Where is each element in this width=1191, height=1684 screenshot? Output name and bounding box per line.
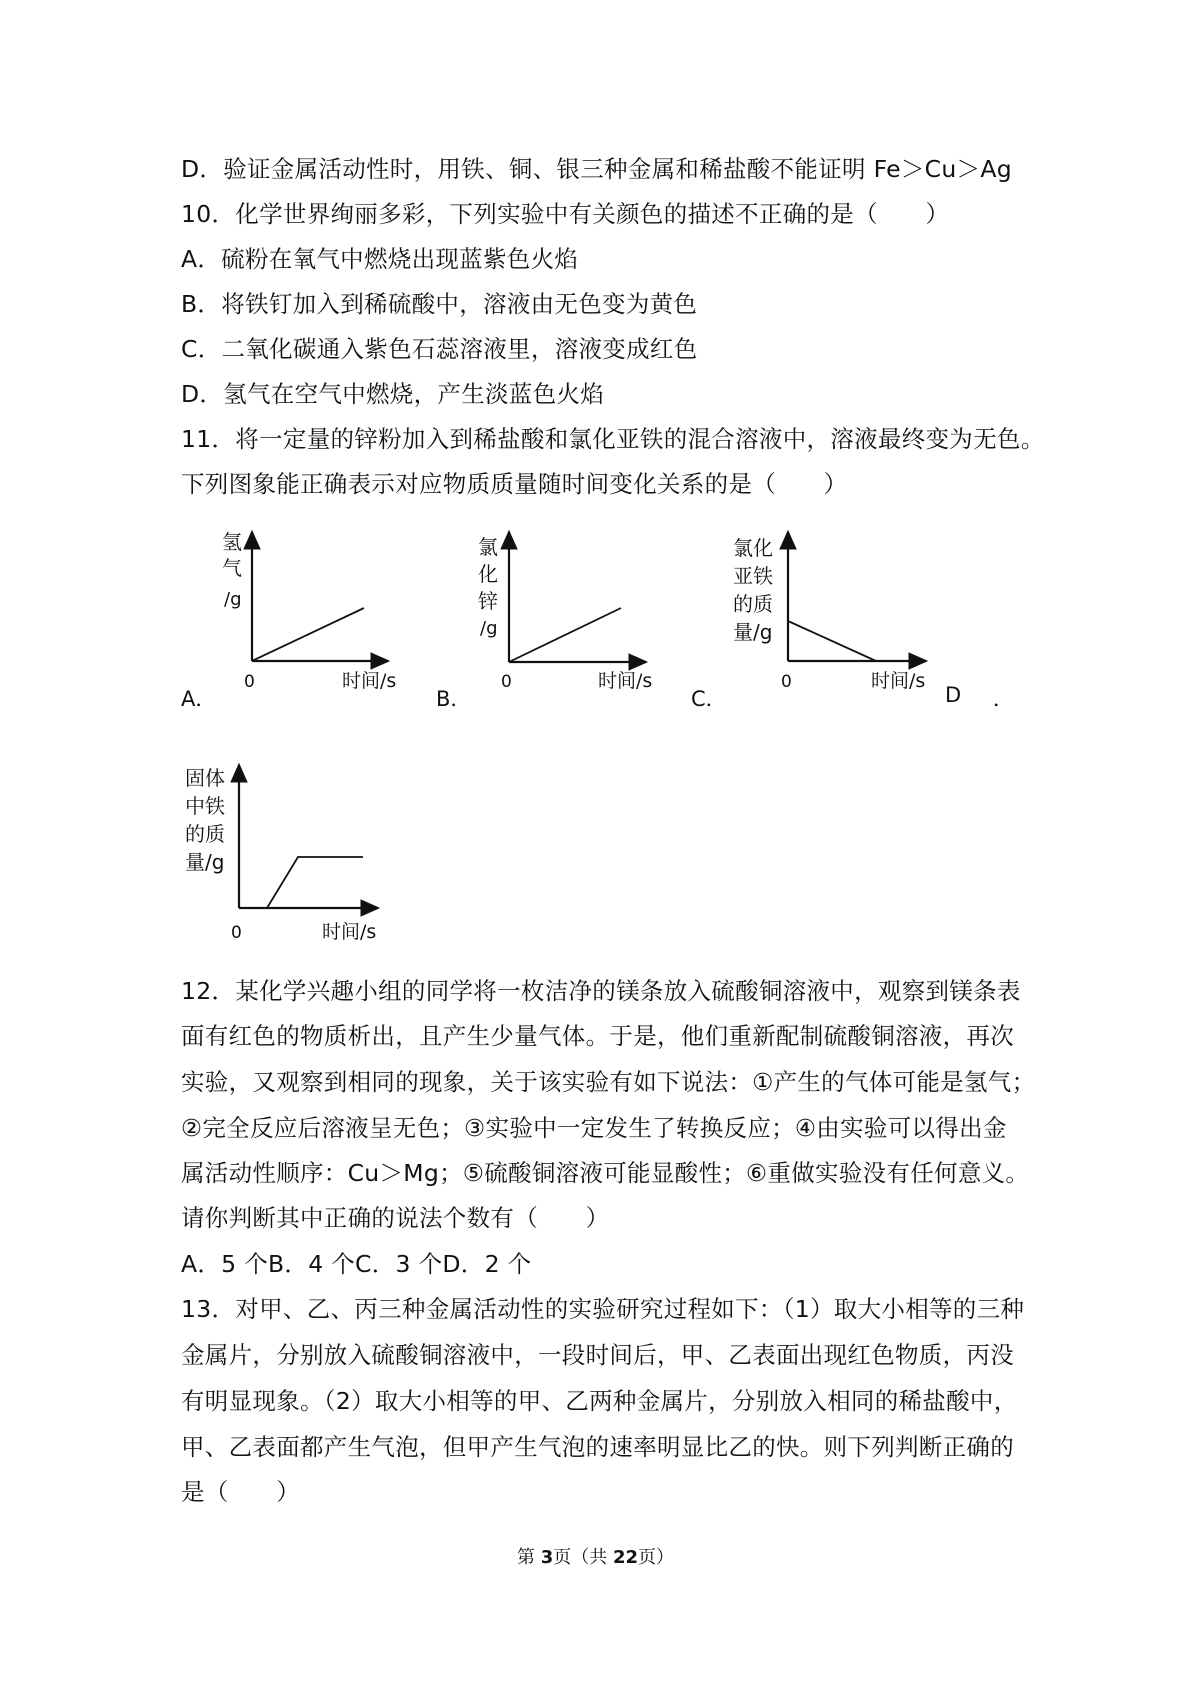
graph-a — [214, 525, 404, 700]
question-12-options: A．5 个B．4 个C．3 个D．2 个 — [181, 1250, 532, 1278]
graph-d-ylabel-4: 量/g — [185, 850, 225, 874]
footer-post: 页） — [638, 1547, 675, 1568]
question-13: 13．对甲、乙、丙三种金属活动性的实验研究过程如下：（1）取大小相等的三种 — [181, 1295, 1025, 1323]
graph-d-origin: 0 — [231, 923, 242, 943]
graph-b-ylabel-4: /g — [480, 618, 498, 639]
question-12: 12．某化学兴趣小组的同学将一枚洁净的镁条放入硫酸铜溶液中，观察到镁条表 — [181, 977, 1021, 1005]
graph-c-series-line — [788, 621, 876, 661]
graph-b-ylabel-3: 锌 — [478, 589, 498, 613]
text-line: ②完全反应后溶液呈无色；③实验中一定发生了转换反应；④由实验可以得出金 — [181, 1114, 1007, 1142]
graph-a-ylabel-3: /g — [224, 589, 242, 610]
graph-a-label: A． — [181, 687, 217, 711]
question-11-cont: 下列图象能正确表示对应物质质量随时间变化关系的是（ ） — [181, 470, 848, 498]
graph-c-ylabel-2: 亚铁 — [733, 564, 773, 588]
graph-d-dot: ． — [993, 687, 1014, 711]
graph-d-label: D — [945, 683, 962, 707]
graph-c-label: C． — [691, 687, 727, 711]
graph-a-ylabel-1: 氢 — [222, 530, 242, 554]
graph-c-origin: 0 — [781, 672, 792, 692]
graph-b-origin: 0 — [501, 672, 512, 692]
graph-a-series-line — [252, 608, 364, 661]
option-d: D．氢气在空气中燃烧，产生淡蓝色火焰 — [181, 380, 604, 408]
graph-d-ylabel-1: 固体 — [185, 766, 225, 790]
option-c: C．二氧化碳通入紫色石蕊溶液里，溶液变成红色 — [181, 335, 698, 363]
graph-b-label: B． — [436, 687, 472, 711]
graph-b-xlabel: 时间/s — [598, 670, 653, 692]
graph-c — [728, 525, 938, 700]
text-line: 实验，又观察到相同的现象，关于该实验有如下说法：①产生的气体可能是氢气； — [181, 1068, 1036, 1096]
graph-d-ylabel-2: 中铁 — [185, 794, 225, 818]
text-line: 金属片，分别放入硫酸铜溶液中，一段时间后，甲、乙表面出现红色物质，丙没 — [181, 1341, 1014, 1369]
graph-a-ylabel-2: 气 — [222, 556, 242, 580]
text-line: 请你判断其中正确的说法个数有（ ） — [181, 1204, 610, 1232]
graph-b — [472, 525, 662, 700]
graph-d-xlabel: 时间/s — [322, 921, 377, 943]
graph-d-ylabel-3: 的质 — [185, 822, 225, 846]
question-11: 11．将一定量的锌粉加入到稀盐酸和氯化亚铁的混合溶液中，溶液最终变为无色。 — [181, 425, 1045, 453]
graph-c-xlabel: 时间/s — [871, 670, 926, 692]
footer-page-number: 3 — [540, 1547, 554, 1568]
graph-b-ylabel-1: 氯 — [478, 535, 498, 559]
graph-b-series-line — [509, 608, 621, 662]
graph-b-ylabel-2: 化 — [478, 562, 498, 586]
text-line: 甲、乙表面都产生气泡，但甲产生气泡的速率明显比乙的快。则下列判断正确的 — [181, 1433, 1014, 1461]
graph-c-ylabel-4: 量/g — [733, 620, 773, 644]
option-b: B．将铁钉加入到稀硫酸中，溶液由无色变为黄色 — [181, 290, 698, 318]
footer-pre: 第 — [516, 1547, 541, 1568]
graph-a-origin: 0 — [244, 672, 255, 692]
option-a: A．硫粉在氧气中燃烧出现蓝紫色火焰 — [181, 245, 579, 273]
question-10: 10．化学世界绚丽多彩，下列实验中有关颜色的描述不正确的是（ ） — [181, 200, 950, 228]
page-footer — [0, 1543, 1191, 1569]
graph-a-xlabel: 时间/s — [342, 670, 397, 692]
footer-mid: 页（共 — [553, 1547, 613, 1568]
text-line: 是（ ） — [181, 1478, 300, 1506]
graph-d-series-line — [239, 857, 363, 908]
text-line: 有明显现象。（2）取大小相等的甲、乙两种金属片，分别放入相同的稀盐酸中， — [181, 1387, 1018, 1415]
graph-d — [180, 755, 400, 945]
text-line: 面有红色的物质析出，且产生少量气体。于是，他们重新配制硫酸铜溶液，再次 — [181, 1022, 1014, 1050]
footer-total-pages: 22 — [612, 1547, 639, 1568]
text-line: D．验证金属活动性时，用铁、铜、银三种金属和稀盐酸不能证明 Fe＞Cu＞Ag — [181, 155, 1012, 183]
text-line: 属活动性顺序：Cu＞Mg；⑤硫酸铜溶液可能显酸性；⑥重做实验没有任何意义。 — [181, 1159, 1030, 1187]
graph-c-ylabel-1: 氯化 — [733, 536, 773, 560]
graph-c-ylabel-3: 的质 — [733, 592, 773, 616]
